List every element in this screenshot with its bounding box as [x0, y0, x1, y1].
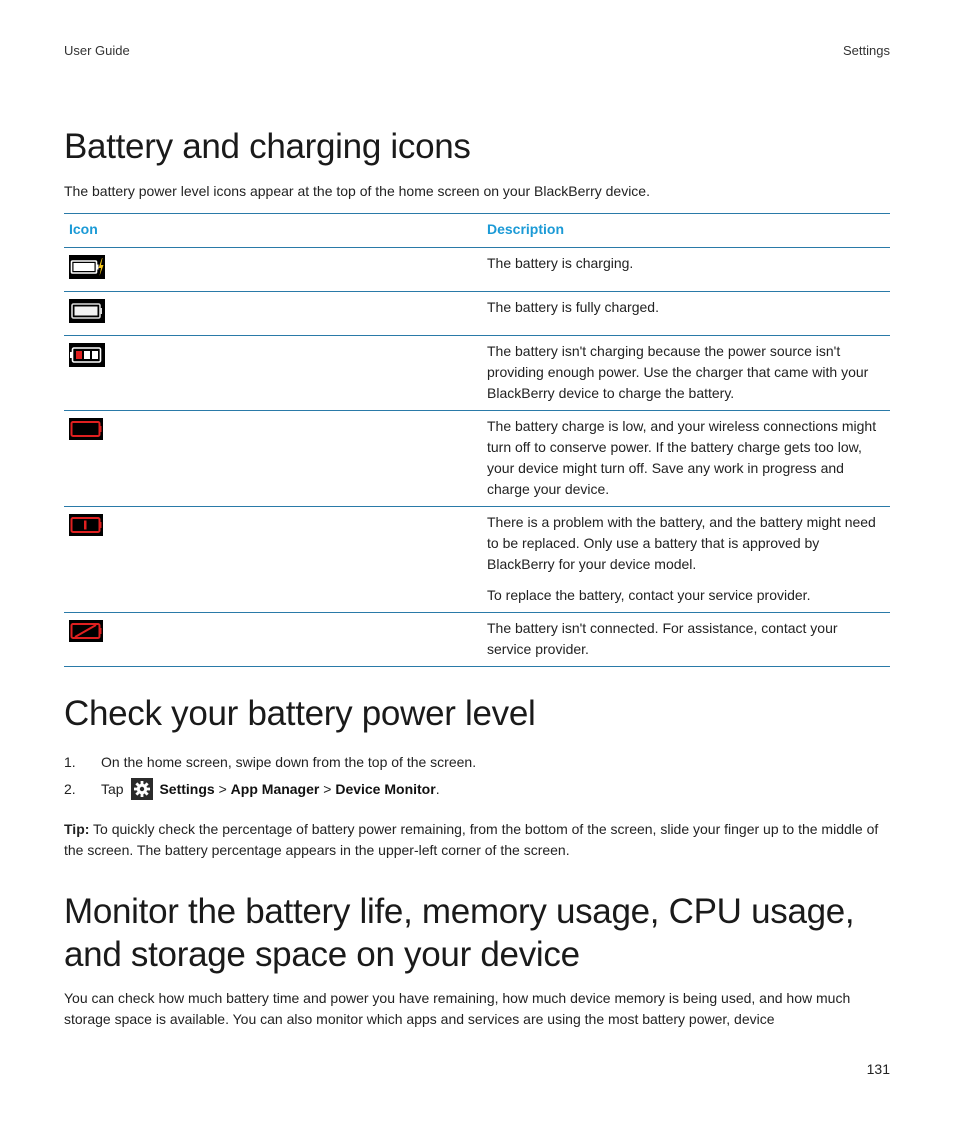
- step-text: On the home screen, swipe down from the top of the screen.: [101, 754, 477, 770]
- row-description: The battery isn't connected. For assistance, contact your service provider.: [487, 620, 838, 657]
- path-separator: >: [323, 781, 332, 797]
- battery-problem-icon: [69, 514, 103, 536]
- page-number: 131: [866, 1061, 890, 1077]
- battery-low-icon: [69, 418, 103, 440]
- table-row: [64, 336, 890, 411]
- battery-disconnected-icon: [69, 620, 103, 642]
- section-intro: The battery power level icons appear at the top of the home screen on your BlackBerry device.: [64, 183, 650, 199]
- step-number: 1.: [64, 754, 76, 770]
- menu-path-app-manager: App Manager: [230, 781, 320, 797]
- section-title-line: and storage space on your device: [64, 935, 580, 974]
- table-row: [64, 248, 890, 292]
- battery-icons-table: [64, 213, 890, 667]
- row-description: The battery is charging.: [487, 255, 634, 271]
- table-row: [64, 411, 890, 507]
- section-title-line: Monitor the battery life, memory usage, CPU usage,: [64, 892, 855, 931]
- step-text-tap: Tap: [101, 781, 124, 797]
- step-end-period: .: [435, 781, 440, 797]
- table-row: [64, 507, 890, 613]
- battery-charging-icon: [69, 255, 105, 279]
- column-header-description: Description: [482, 214, 890, 248]
- tip-label: Tip:: [64, 821, 90, 837]
- tip-paragraph: [64, 819, 890, 861]
- settings-gear-icon: [131, 778, 153, 800]
- steps-list: [64, 752, 890, 807]
- section-title-battery-icons: Battery and charging icons: [64, 127, 471, 166]
- row-description: There is a problem with the battery, and the battery might need to be replaced. Only use a battery that is approved by BlackBerry for your device model.: [487, 514, 876, 572]
- menu-path-settings: Settings: [159, 781, 215, 797]
- running-header-right: Settings: [843, 43, 890, 58]
- battery-not-charging-icon: [69, 343, 105, 367]
- table-row: [64, 613, 890, 667]
- table-row: [64, 292, 890, 336]
- section-title-monitor: [64, 890, 854, 976]
- section-intro-monitor: You can check how much battery time and power you have remaining, how much device memory is being used, and how much storage space is available. You can also monitor which apps and services are using the most battery power, device: [64, 990, 851, 1027]
- step-number: 2.: [64, 781, 76, 797]
- battery-full-icon: [69, 299, 105, 323]
- menu-path-device-monitor: Device Monitor: [335, 781, 436, 797]
- list-item: [64, 779, 890, 801]
- table-header-row: [64, 214, 890, 248]
- section-title-check-battery: Check your battery power level: [64, 694, 536, 733]
- row-description: The battery is fully charged.: [487, 299, 659, 315]
- list-item: [64, 752, 890, 773]
- column-header-icon: Icon: [64, 214, 482, 248]
- row-description-note: To replace the battery, contact your service provider.: [487, 587, 811, 603]
- running-header-left: User Guide: [64, 43, 130, 58]
- tip-text: To quickly check the percentage of battery power remaining, from the bottom of the screen, slide your finger up to the middle of the screen. The battery percentage appears in the upper-left corner of the screen.: [64, 821, 879, 858]
- row-description: The battery isn't charging because the power source isn't providing enough power. Use the charger that came with your BlackBerry device to charge the battery.: [487, 343, 869, 401]
- path-separator: >: [218, 781, 227, 797]
- row-description: The battery charge is low, and your wireless connections might turn off to conserve power. If the battery charge gets too low, your device might turn off. Save any work in progress and charge your device.: [487, 418, 877, 497]
